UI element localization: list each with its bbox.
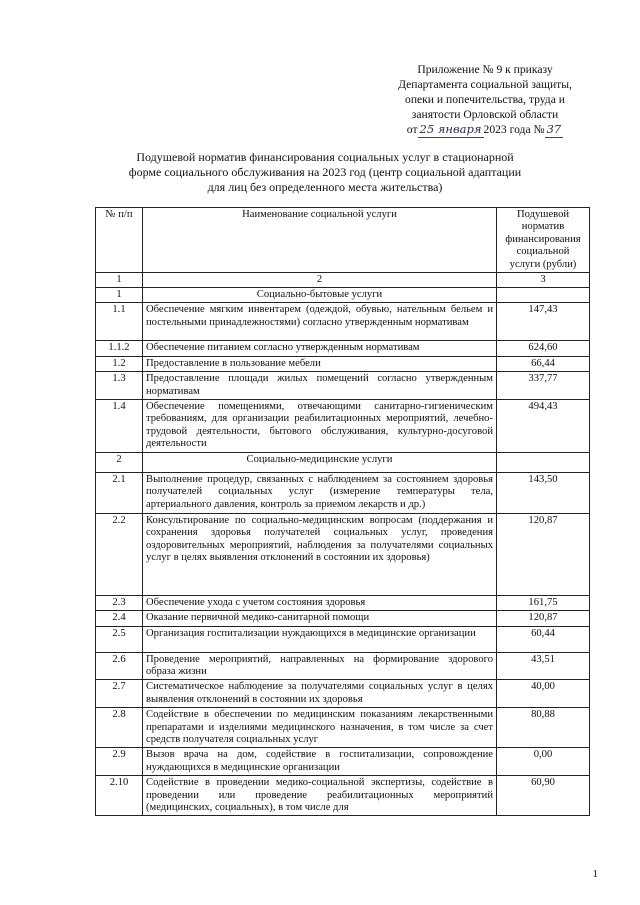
service-name: Вызов врача на дом, содействие в госпитализации, сопровождение нуждающихся в медицинские организации [143,748,497,776]
row-number: 2.9 [96,748,143,776]
norm-value: 494,43 [497,400,590,453]
table-row [96,611,590,626]
table-row [96,708,590,748]
service-name: Социально-бытовые услуги [143,288,497,303]
appendix-line-3: опеки и попечительства, труда и [405,93,565,106]
handwritten-date: 25 января [419,122,482,136]
row-number: 1.4 [96,400,143,453]
table-row [96,680,590,708]
norm-value: 60,90 [497,776,590,816]
row-number: 2.5 [96,626,143,652]
table-row [96,652,590,680]
service-name: Содействие в проведении медико-социальной экспертизы, содействие в проведении или проведение реабилитационных мероприятий (медицинских, социальных), в том числе для [143,776,497,816]
row-number: 2.8 [96,708,143,748]
appendix-header [360,62,610,138]
norm-value: 40,00 [497,680,590,708]
service-name: Проведение мероприятий, направленных на формирование здорового образа жизни [143,652,497,680]
norm-value: 337,77 [497,372,590,400]
norm-value: 120,87 [497,611,590,626]
column-number: 3 [497,273,590,288]
row-number: 2.1 [96,472,143,513]
norm-value: 624,60 [497,341,590,356]
table-row [96,595,590,610]
table-row [96,303,590,341]
header-num: № п/п [96,208,143,273]
service-name: Обеспечение ухода с учетом состояния здоровья [143,595,497,610]
table-row [96,626,590,652]
date-suffix: 2023 года № [483,123,545,136]
row-number: 1 [96,288,143,303]
service-name: Предоставление площади жилых помещений согласно утвержденным нормативам [143,372,497,400]
row-number: 2.4 [96,611,143,626]
norm-value: 43,51 [497,652,590,680]
table-row [96,400,590,453]
table-row [96,472,590,513]
row-number: 2.2 [96,513,143,595]
service-name: Социально-медицинские услуги [143,452,497,472]
document-title: Подушевой норматив финансирования социальных услуг в стационарной форме социального обслуживания на 2023 год (центр социальной адаптации для лиц без определенного места жительства) [128,150,522,194]
column-number: 2 [143,273,497,288]
service-name: Оказание первичной медико-санитарной помощи [143,611,497,626]
appendix-line-4: занятости Орловской области [411,108,559,121]
row-number: 2.7 [96,680,143,708]
norm-value: 66,44 [497,356,590,371]
header-name: Наименование социальной услуги [143,208,497,273]
table-row [96,513,590,595]
table-body [96,288,590,816]
norm-value: 80,88 [497,708,590,748]
table-header-row [96,208,590,273]
service-name: Обеспечение помещениями, отвечающими санитарно-гигиеническим требованиям, для организации реабилитационных мероприятий, лечебно-трудовой деятельности, бытового обслуживания, культурно-досуговой деятельности [143,400,497,453]
section-row [96,288,590,303]
norm-value: 60,44 [497,626,590,652]
norm-value: 0,00 [497,748,590,776]
row-number: 1.2 [96,356,143,371]
service-name: Выполнение процедур, связанных с наблюдением за состоянием здоровья получателей социальных услуг (измерение температуры тела, артериального давления, контроль за приемом лекарств и др.) [143,472,497,513]
row-number: 1.1 [96,303,143,341]
column-number-row [96,273,590,288]
row-number: 2 [96,452,143,472]
section-row [96,452,590,472]
table-row [96,748,590,776]
service-name: Предоставление в пользование мебели [143,356,497,371]
services-table [95,207,590,816]
service-name: Организация госпитализации нуждающихся в медицинские организации [143,626,497,652]
appendix-line-2: Департамента социальной защиты, [398,78,572,91]
row-number: 2.3 [96,595,143,610]
table-row [96,341,590,356]
handwritten-order-number: 37 [546,122,562,136]
norm-value [497,288,590,303]
page-number: 1 [592,868,598,880]
row-number: 2.6 [96,652,143,680]
service-name: Обеспечение мягким инвентарем (одеждой, обувью, нательным бельем и постельными принадлежностями) согласно утвержденным нормативам [143,303,497,341]
service-name: Содействие в обеспечении по медицинским показаниям лекарственными препаратами и изделиями медицинского назначения, в том числе за счет средств получателя социальных услуг [143,708,497,748]
column-number: 1 [96,273,143,288]
header-norm: Подушевой норматив финансирования социальной услуги (рубли) [497,208,590,273]
norm-value: 147,43 [497,303,590,341]
norm-value: 161,75 [497,595,590,610]
service-name: Консультирование по социально-медицинским вопросам (поддержания и сохранения здоровья получателей социальных услуг, проведения оздоровительных мероприятий, наблюдения за получателями социальных услуг в целях выявления отклонений в состоянии их здоровья) [143,513,497,595]
norm-value: 143,50 [497,472,590,513]
table-row [96,356,590,371]
appendix-line-1: Приложение № 9 к приказу [417,63,553,76]
norm-value [497,452,590,472]
table-row [96,776,590,816]
table-row [96,372,590,400]
service-name: Систематическое наблюдение за получателями социальных услуг в целях выявления отклонений в состоянии их здоровья [143,680,497,708]
norm-value: 120,87 [497,513,590,595]
row-number: 1.3 [96,372,143,400]
service-name: Обеспечение питанием согласно утвержденным нормативам [143,341,497,356]
order-date-line [360,122,610,138]
date-prefix: от [406,123,418,136]
row-number: 2.10 [96,776,143,816]
row-number: 1.1.2 [96,341,143,356]
